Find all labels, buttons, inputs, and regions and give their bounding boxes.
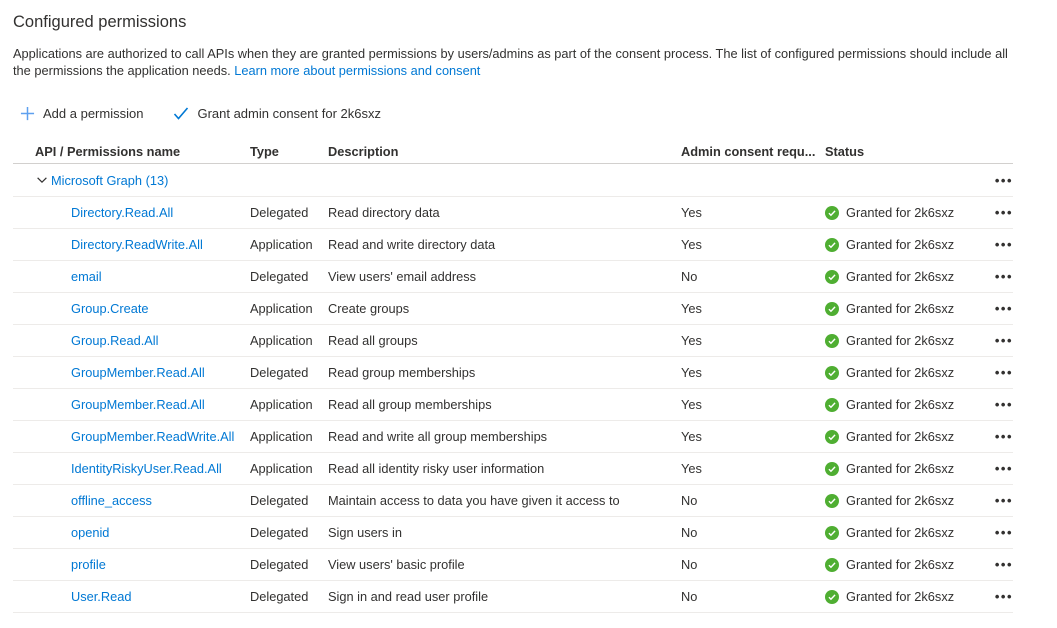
table-row (13, 581, 1013, 613)
row-menu-button[interactable]: ••• (979, 462, 1013, 475)
status-text: Granted for 2k6sxz (846, 301, 955, 316)
admin-consent-required-value: Yes (681, 237, 702, 252)
row-menu-button[interactable]: ••• (979, 270, 1013, 283)
column-header-description: Description (328, 144, 399, 159)
table-rows (13, 197, 1013, 613)
permission-type: Application (250, 237, 313, 252)
permission-description: View users' email address (328, 269, 477, 284)
permission-type: Delegated (250, 557, 309, 572)
admin-consent-required-value: No (681, 557, 698, 572)
status-text: Granted for 2k6sxz (846, 589, 955, 604)
permission-description: Read all identity risky user information (328, 461, 545, 476)
table-row (13, 357, 1013, 389)
permission-type: Application (250, 397, 313, 412)
permission-description: Sign users in (328, 525, 402, 540)
permission-name-cell (35, 461, 250, 476)
status-cell (825, 365, 979, 380)
permission-name-cell (35, 589, 250, 604)
permission-description: View users' basic profile (328, 557, 465, 572)
table-row (13, 293, 1013, 325)
status-text: Granted for 2k6sxz (846, 333, 955, 348)
permission-name-cell (35, 525, 250, 540)
status-cell (825, 429, 979, 444)
permission-description: Create groups (328, 301, 410, 316)
table-row (13, 325, 1013, 357)
status-text: Granted for 2k6sxz (846, 493, 955, 508)
grant-admin-consent-button[interactable] (173, 106, 381, 121)
chevron-down-icon[interactable] (35, 173, 49, 187)
row-menu-button[interactable]: ••• (979, 366, 1013, 379)
permission-description: Sign in and read user profile (328, 589, 489, 604)
granted-check-icon (825, 590, 839, 604)
status-text: Granted for 2k6sxz (846, 397, 955, 412)
status-cell (825, 237, 979, 252)
status-cell (825, 333, 979, 348)
permission-name-cell (35, 269, 250, 284)
granted-check-icon (825, 398, 839, 412)
permission-link[interactable]: profile (71, 557, 106, 572)
description-body: Applications are authorized to call APIs when they are granted permissions by users/admins as part of the consent process. The list of configured permissions should include all the permissions the application needs. (13, 46, 1008, 78)
admin-consent-required-value: Yes (681, 429, 702, 444)
table-row (13, 517, 1013, 549)
permission-link[interactable]: Group.Create (71, 301, 149, 316)
checkmark-icon (173, 107, 189, 120)
status-text: Granted for 2k6sxz (846, 429, 955, 444)
status-text: Granted for 2k6sxz (846, 525, 955, 540)
granted-check-icon (825, 558, 839, 572)
admin-consent-required-value: No (681, 269, 698, 284)
permission-description: Read all group memberships (328, 397, 492, 412)
permission-name-cell (35, 333, 250, 348)
permissions-table (13, 140, 1013, 613)
permission-link[interactable]: offline_access (71, 493, 152, 508)
table-row (13, 229, 1013, 261)
table-row (13, 197, 1013, 229)
granted-check-icon (825, 430, 839, 444)
permission-name-cell (35, 493, 250, 508)
column-header-type: Type (250, 144, 279, 159)
granted-check-icon (825, 206, 839, 220)
table-row (13, 421, 1013, 453)
admin-consent-required-value: Yes (681, 397, 702, 412)
permission-name-cell (35, 205, 250, 220)
admin-consent-required-value: No (681, 493, 698, 508)
status-cell (825, 589, 979, 604)
permission-name-cell (35, 237, 250, 252)
plus-icon (20, 106, 35, 121)
permission-type: Delegated (250, 365, 309, 380)
granted-check-icon (825, 270, 839, 284)
row-menu-button[interactable]: ••• (979, 430, 1013, 443)
granted-check-icon (825, 526, 839, 540)
status-text: Granted for 2k6sxz (846, 461, 955, 476)
add-permission-label: Add a permission (43, 105, 144, 121)
permission-link[interactable]: GroupMember.Read.All (71, 397, 205, 412)
permission-description: Read group memberships (328, 365, 476, 380)
permission-link[interactable]: Directory.Read.All (71, 205, 174, 220)
permission-description: Read and write all group memberships (328, 429, 548, 444)
permission-type: Application (250, 461, 313, 476)
api-group-cell (35, 173, 979, 188)
status-cell (825, 269, 979, 284)
permission-link[interactable]: Directory.ReadWrite.All (71, 237, 203, 252)
column-header-status: Status (825, 144, 865, 159)
admin-consent-required-value: Yes (681, 333, 702, 348)
granted-check-icon (825, 238, 839, 252)
admin-consent-required-value: Yes (681, 365, 702, 380)
page-title: Configured permissions (13, 13, 187, 31)
permission-type: Application (250, 333, 313, 348)
admin-consent-required-value: Yes (681, 461, 702, 476)
permission-description: Read directory data (328, 205, 440, 220)
status-cell (825, 525, 979, 540)
granted-check-icon (825, 334, 839, 348)
permission-name-cell (35, 397, 250, 412)
row-menu-button[interactable]: ••• (979, 494, 1013, 507)
table-row (13, 549, 1013, 581)
status-cell (825, 557, 979, 572)
granted-check-icon (825, 462, 839, 476)
permission-type: Application (250, 429, 313, 444)
admin-consent-required-value: Yes (681, 205, 702, 220)
permission-link[interactable]: Group.Read.All (71, 333, 159, 348)
permission-type: Application (250, 301, 313, 316)
permission-link[interactable]: GroupMember.ReadWrite.All (71, 429, 235, 444)
table-row (13, 389, 1013, 421)
permission-name-cell (35, 557, 250, 572)
permission-type: Delegated (250, 525, 309, 540)
row-menu-button[interactable]: ••• (979, 590, 1013, 603)
api-group-link[interactable]: Microsoft Graph (13) (51, 172, 169, 188)
column-header-name: API / Permissions name (35, 144, 181, 159)
status-text: Granted for 2k6sxz (846, 557, 955, 572)
permission-type: Delegated (250, 589, 309, 604)
status-cell (825, 301, 979, 316)
description-text (13, 45, 1008, 79)
permission-name-cell (35, 365, 250, 380)
table-row (13, 261, 1013, 293)
row-menu-button[interactable]: ••• (979, 558, 1013, 571)
permission-link[interactable]: IdentityRiskyUser.Read.All (71, 461, 222, 476)
table-row (13, 453, 1013, 485)
permission-type: Delegated (250, 493, 309, 508)
row-menu-button[interactable]: ••• (979, 334, 1013, 347)
permission-name-cell (35, 429, 250, 444)
row-menu-button[interactable]: ••• (979, 398, 1013, 411)
table-header-row (13, 140, 1013, 164)
permission-description: Read all groups (328, 333, 418, 348)
permission-link[interactable]: email (71, 269, 102, 284)
row-menu-button[interactable]: ••• (979, 206, 1013, 219)
status-text: Granted for 2k6sxz (846, 205, 955, 220)
permission-link[interactable]: openid (71, 525, 110, 540)
permission-description: Read and write directory data (328, 237, 496, 252)
permissions-toolbar (20, 103, 1012, 123)
grant-admin-consent-label: Grant admin consent for 2k6sxz (197, 105, 381, 121)
api-group-row (13, 164, 1013, 197)
status-cell (825, 461, 979, 476)
permission-name-cell (35, 301, 250, 316)
status-cell (825, 397, 979, 412)
permission-type: Delegated (250, 269, 309, 284)
row-menu-button[interactable]: ••• (979, 526, 1013, 539)
permission-description: Maintain access to data you have given it access to (328, 493, 620, 508)
admin-consent-required-value: No (681, 525, 698, 540)
permission-type: Delegated (250, 205, 309, 220)
table-row (13, 485, 1013, 517)
row-menu-button[interactable]: ••• (979, 238, 1013, 251)
status-cell (825, 493, 979, 508)
granted-check-icon (825, 302, 839, 316)
status-cell (825, 205, 979, 220)
granted-check-icon (825, 366, 839, 380)
status-text: Granted for 2k6sxz (846, 365, 955, 380)
column-header-admin-consent: Admin consent requ... (681, 144, 816, 159)
row-menu-button[interactable]: ••• (979, 302, 1013, 315)
admin-consent-required-value: Yes (681, 301, 702, 316)
permission-link[interactable]: User.Read (71, 589, 132, 604)
permission-link[interactable]: GroupMember.Read.All (71, 365, 205, 380)
granted-check-icon (825, 494, 839, 508)
admin-consent-required-value: No (681, 589, 698, 604)
group-row-menu-button[interactable]: ••• (979, 174, 1013, 187)
status-text: Granted for 2k6sxz (846, 269, 955, 284)
add-permission-button[interactable] (20, 106, 143, 121)
learn-more-link[interactable]: Learn more about permissions and consent (234, 63, 481, 78)
status-text: Granted for 2k6sxz (846, 237, 955, 252)
